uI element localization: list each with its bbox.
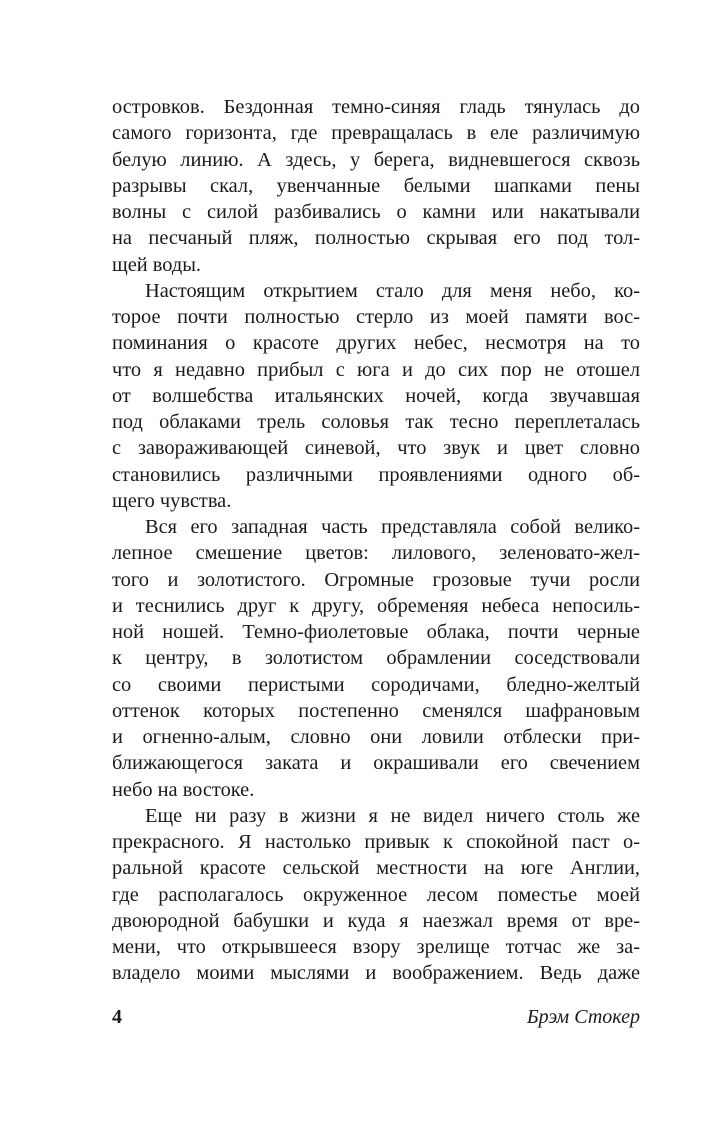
text-line: к центру, в золотистом обрамлении соседствовали (112, 647, 640, 670)
text-line: щего чувства. (112, 489, 232, 512)
text-line: ральной красоте сельской местности на юге Англии, (112, 857, 640, 880)
text-line: со своими перистыми сородичами, бледно-желтый (112, 673, 640, 696)
text-line: владело моими мыслями и воображением. Ведь даже (112, 962, 640, 985)
paragraph (112, 278, 640, 514)
text-line: под облаками трель соловья так тесно переплеталась (112, 411, 640, 433)
text-line: ной ношей. Темно-фиолетовые облака, почти черные (112, 621, 640, 643)
text-line: с завораживающей синевой, что звук и цвет словно (112, 437, 640, 460)
text-line: щей воды. (112, 253, 202, 276)
text-line: белую линию. А здесь, у берега, видневшегося сквозь (112, 148, 640, 171)
text-line: разрывы скал, увенчанные белыми шапками пены (112, 174, 640, 197)
text-line: лепное смешение цветов: лилового, зеленовато-жел- (112, 542, 640, 565)
text-line: становились различными проявлениями одного об- (112, 463, 640, 486)
text-line: торое почти полностью стерло из моей памяти вос- (112, 306, 640, 328)
text-line: Настоящим открытием стало для меня небо, ко- (145, 279, 640, 302)
body-text (112, 94, 640, 987)
text-line: островков. Бездонная темно-синяя гладь тянулась до (112, 96, 640, 118)
text-line: где располагалось окруженное лесом поместье моей (112, 883, 640, 906)
text-line: на песчаный пляж, полностью скрывая его под тол- (112, 227, 640, 250)
text-line: волны с силой разбивались о камни или накатывали (112, 201, 640, 223)
paragraph (112, 514, 640, 803)
page-number: 4 (112, 1006, 122, 1028)
text-line: поминания о красоте других небес, несмотря на то (112, 332, 640, 355)
text-line: оттенок которых постепенно сменялся шафрановым (112, 699, 640, 722)
paragraph (112, 94, 640, 278)
text-line: двоюродной бабушки и куда я наезжал время от вре- (112, 909, 640, 932)
text-line: что я недавно прибыл с юга и до сих пор не отошел (112, 358, 640, 381)
running-head-author: Брэм Стокер (526, 1006, 640, 1028)
text-line: ближающегося заката и окрашивали его свечением (112, 752, 640, 775)
text-line: Еще ни разу в жизни я не видел ничего столь же (145, 804, 640, 827)
text-line: Вся его западная часть представляла собой велико- (145, 516, 640, 538)
paragraph (112, 803, 640, 987)
text-line: небо на востоке. (112, 778, 255, 801)
text-line: и огненно-алым, словно они ловили отблески при- (112, 726, 640, 748)
text-line: самого горизонта, где превращалась в еле различимую (112, 122, 640, 145)
text-line: от волшебства итальянских ночей, когда звучавшая (112, 384, 640, 407)
page-footer (112, 1002, 640, 1032)
text-line: мени, что открывшееся взору зрелище тотчас же за- (112, 936, 640, 958)
text-line: прекрасного. Я настолько привык к спокойной паст о- (112, 831, 640, 853)
text-line: того и золотистого. Огромные грозовые тучи росли (112, 568, 640, 591)
text-line: и теснились друг к другу, обременяя небеса непосиль- (112, 594, 640, 617)
